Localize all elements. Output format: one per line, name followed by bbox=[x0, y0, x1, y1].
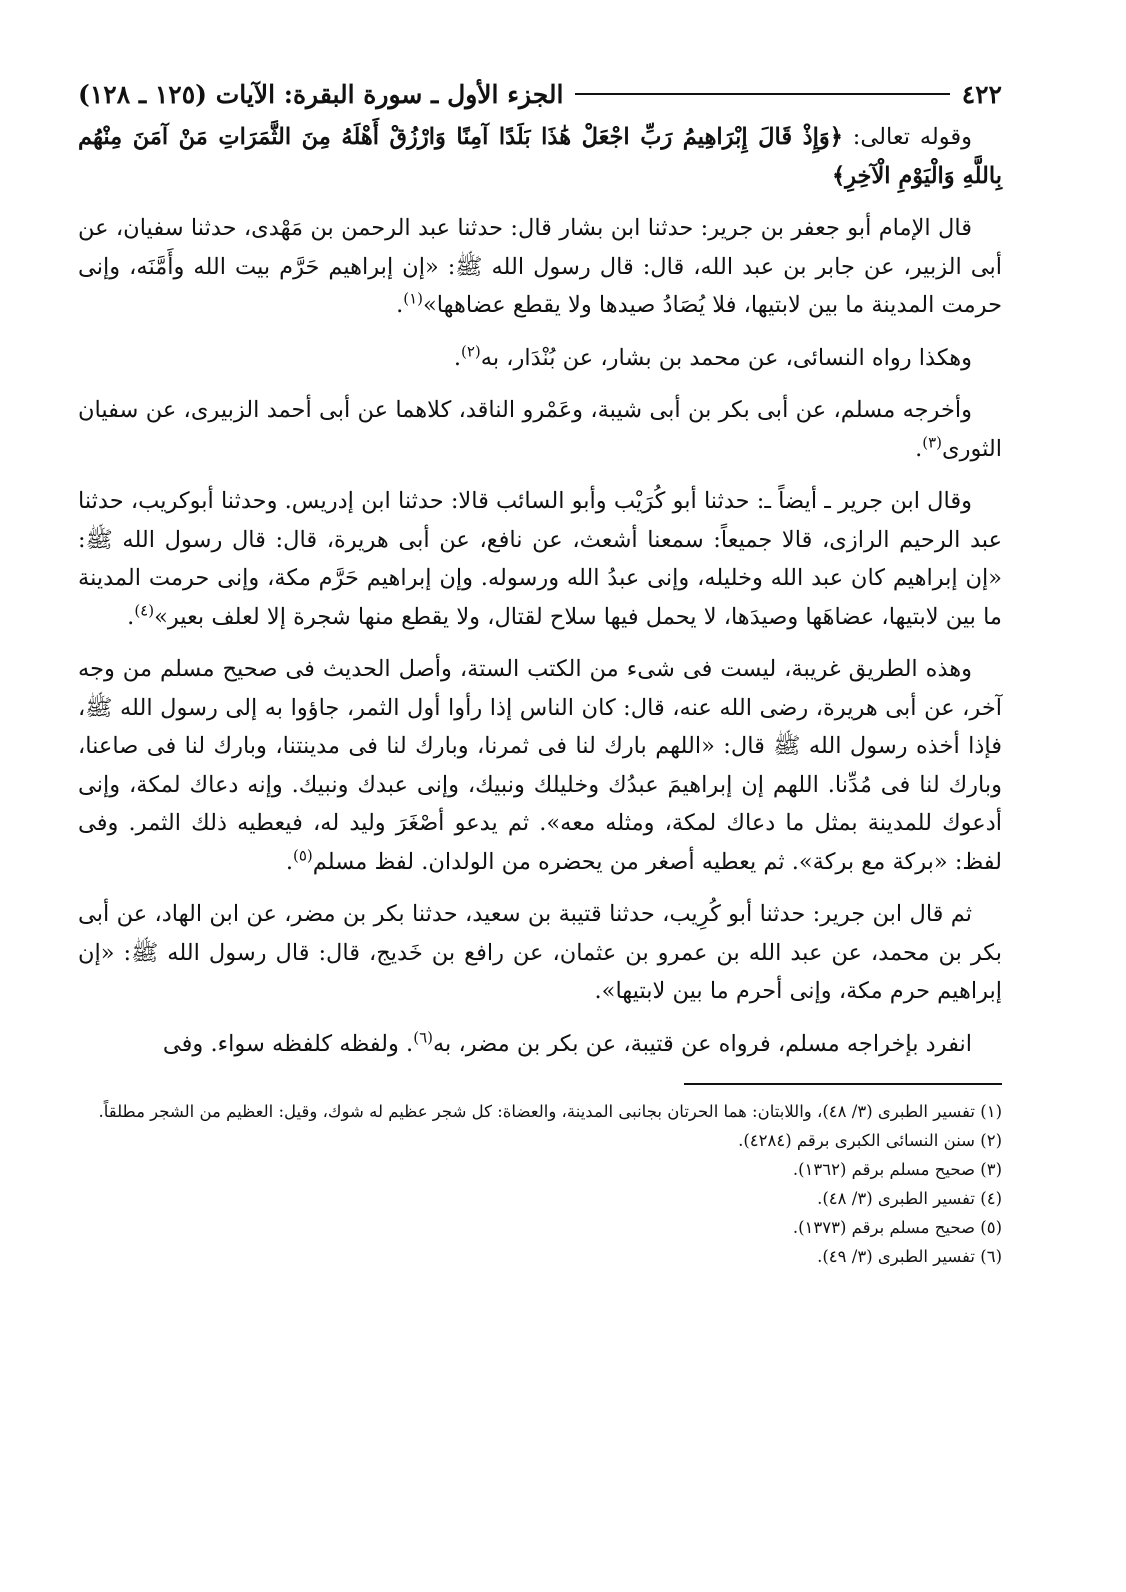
paragraph-text: وهكذا رواه النسائى، عن محمد بن بشار، عن بُنْدَار، به bbox=[480, 344, 972, 371]
footnote-ref[interactable]: (٣) bbox=[922, 433, 942, 451]
paragraph-end: . ولفظه كلفظه سواء. وفى bbox=[162, 1030, 414, 1057]
running-header bbox=[78, 74, 1002, 114]
header-rule bbox=[575, 93, 949, 95]
footnotes bbox=[78, 1097, 1002, 1271]
verse-paragraph bbox=[78, 118, 1002, 195]
paragraph-end: . bbox=[453, 344, 461, 371]
footnote-separator bbox=[684, 1083, 1002, 1085]
footnote: (٢) سنن النسائى الكبرى برقم (٤٢٨٤). bbox=[738, 1131, 1002, 1150]
paragraph bbox=[78, 391, 1002, 468]
paragraph-text: وقال ابن جرير ـ أيضاً ـ: حدثنا أبو كُرَيْب وأبو السائب قالا: حدثنا ابن إدريس. وحدثنا أبوكريب، حدثنا عبد الرحيم الرازى، قالا جميعاً: سمعنا أشعث، عن نافع، عن أبى هريرة، قال: قال رسول الله ﷺ: «إن إبراهيم كان عبد الله وخليله، وإنى عبدُ الله ورسوله. وإن إبراهيم حَرَّم مكة، وإنى حرمت المدينة ما بين لابتيها، عضاهَها وصيدَها، لا يحمل فيها سلاح لقتال، ولا يقطع منها شجرة إلا لعلف بعير» bbox=[78, 488, 1002, 630]
quran-verse: ﴿وَإِذْ قَالَ إِبْرَاهِيمُ رَبِّ اجْعَلْ هَٰذَا بَلَدًا آمِنًا وَارْزُقْ أَهْلَهُ مِنَ الثَّمَرَاتِ مَنْ آمَنَ مِنْهُم بِاللَّهِ وَالْيَوْمِ الْآخِرِ﴾ bbox=[78, 124, 1002, 189]
paragraph bbox=[78, 339, 1002, 378]
footnote: (٦) تفسير الطبرى (٣/ ٤٩). bbox=[817, 1247, 1002, 1266]
paragraph-end: . bbox=[915, 435, 923, 462]
verse-intro: وقوله تعالى: bbox=[842, 124, 972, 150]
paragraph-end: . bbox=[285, 848, 293, 875]
footnote-ref[interactable]: (٥) bbox=[292, 846, 313, 864]
footnote-ref[interactable]: (١) bbox=[403, 289, 424, 308]
paragraph-end: . bbox=[127, 603, 135, 630]
footnote: (٤) تفسير الطبرى (٣/ ٤٨). bbox=[817, 1189, 1002, 1208]
footnote-ref[interactable]: (٤) bbox=[134, 601, 155, 619]
paragraph-end: . bbox=[594, 978, 602, 1004]
paragraph-end: . bbox=[396, 292, 404, 318]
paragraph-text: قال الإمام أبو جعفر بن جرير: حدثنا ابن بشار قال: حدثنا عبد الرحمن بن مَهْدى، حدثنا سفيان، عن أبى الزبير، عن جابر بن عبد الله، قال: قال رسول الله ﷺ: «إن إبراهيم حَرَّم بيت الله وأَمَّنَه، وإنى حرمت المدينة ما بين لابتيها، فلا يُصَادُ صيدها ولا يقطع عضاهها» bbox=[78, 215, 1002, 318]
footnote: (٥) صحيح مسلم برقم (١٣٧٣). bbox=[792, 1218, 1002, 1237]
paragraph-text: وأخرجه مسلم، عن أبى بكر بن أبى شيبة، وعَمْرو الناقد، كلاهما عن أبى أحمد الزبيرى، عن سفيان الثورى bbox=[78, 397, 1002, 462]
paragraph bbox=[78, 1025, 1002, 1064]
paragraph-text: انفرد بإخراجه مسلم، فرواه عن قتيبة، عن بكر بن مضر، به bbox=[432, 1030, 972, 1057]
paragraph bbox=[78, 895, 1002, 1011]
footnote: (١) تفسير الطبرى (٣/ ٤٨)، واللابتان: هما الحرتان بجانبى المدينة، والعضاة: كل شجر عظيم له شوك، وقيل: العظيم من الشجر مطلقاً. bbox=[98, 1102, 1002, 1121]
footnote-ref[interactable]: (٢) bbox=[460, 342, 481, 360]
paragraph-text: ثم قال ابن جرير: حدثنا أبو كُرِيب، حدثنا قتيبة بن سعيد، حدثنا بكر بن مضر، عن ابن الهاد، عن أبى بكر بن محمد، عن عبد الله بن عمرو بن عثمان، عن رافع بن خَديج، قال: قال رسول الله ﷺ: «إن إبراهيم حرم مكة، وإنى أحرم ما بين لابتيها» bbox=[78, 901, 1002, 1004]
paragraph-text: وهذه الطريق غريبة، ليست فى شىء من الكتب الستة، وأصل الحديث فى صحيح مسلم من وجه آخر، عن أبى هريرة، رضى الله عنه، قال: كان الناس إذا رأوا أول الثمر، جاؤوا به إلى رسول الله ﷺ، فإذا أخذه رسول الله ﷺ قال: «اللهم بارك لنا فى ثمرنا، وبارك لنا فى مدينتنا، وبارك لنا فى صاعنا، وبارك لنا فى مُدِّنا. اللهم إن إبراهيمَ عبدُك وخليلك ونبيك، وإنى عبدك ونبيك. وإنه دعاك لمكة، وإنى أدعوك للمدينة بمثل ما دعاك لمكة، ومثله معه». ثم يدعو أصْغَرَ وليد له، فيعطيه ذلك الثمر. وفى لفظ: «بركة مع بركة». ثم يعطيه أصغر من يحضره من الولدان. لفظ مسلم bbox=[78, 656, 1002, 875]
footnote-ref[interactable]: (٦) bbox=[413, 1028, 433, 1046]
footnote: (٣) صحيح مسلم برقم (١٣٦٢). bbox=[792, 1160, 1002, 1179]
paragraph bbox=[78, 650, 1002, 881]
running-title: الجزء الأول ـ سورة البقرة: الآيات (١٢٥ ـ ١٢٨) bbox=[78, 79, 564, 109]
paragraph bbox=[78, 482, 1002, 636]
main-text bbox=[78, 118, 1002, 1063]
page-number: ٤٢٢ bbox=[961, 79, 1002, 109]
paragraph bbox=[78, 209, 1002, 325]
